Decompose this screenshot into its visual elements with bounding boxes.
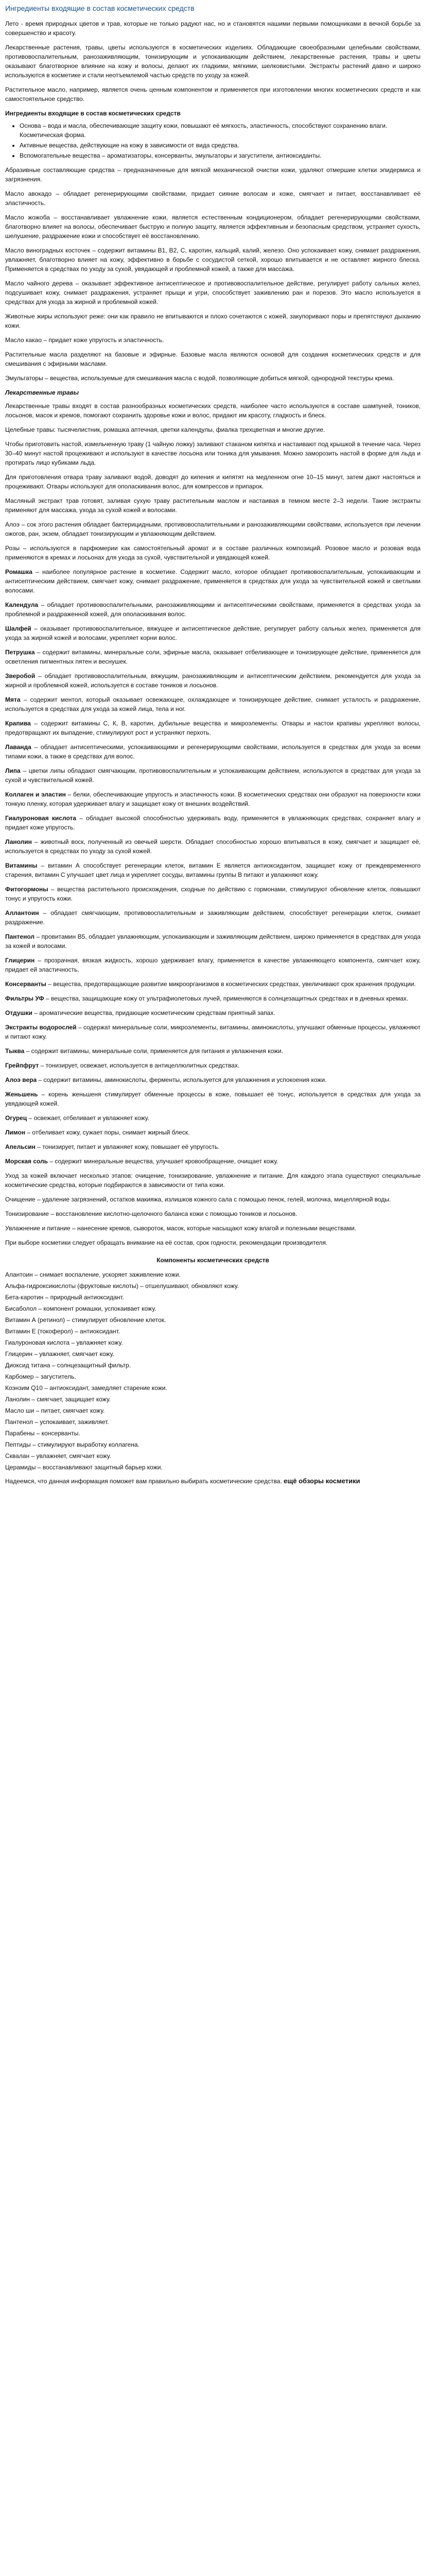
additive-paragraph-text: – содержит витамины, минеральные соли, применяется для питания и увлажнения кожи. (24, 1047, 284, 1055)
intro-paragraph: Лето - время природных цветов и трав, которые не только радуют нас, но и становятся нашими первыми помощниками в вечной борьбе за совершенство и красоту. (5, 20, 421, 37)
additive-paragraph-term: Лимон (5, 1129, 26, 1136)
herb-paragraph-term: Петрушка (5, 649, 35, 656)
component-item: Бета-каротин – природный антиоксидант. (5, 1294, 124, 1301)
herb-paragraph-text: Алоэ – сок этого растения обладает бактерицидными, противовоспалительными и ранозаживляющими свойствами, используется при лечении ожогов, ран, экзем, обладает тонизирующим и увлажняющим действием. (5, 521, 421, 537)
cosmetic-section (5, 109, 421, 160)
body-paragraph: Масло виноградных косточек – содержит витамины В1, В2, С, каротин, кальций, калий, железо. Оно успокаивает кожу, снимает раздражения, увлажняет, благотворно влияет на кожу, эффективно в борьбе с сосудистой сеткой, хорошо впитывается и не оставляет жирного блеска. Применяется в средствах по уходу за сухой, увядающей и проблемной кожей, а также для массажа. (5, 247, 421, 273)
herb-paragraph-term: Крапива (5, 720, 31, 727)
body-block (5, 165, 421, 383)
herbs-heading: Лекарственные травы (5, 389, 79, 396)
body-paragraph: Масло жожоба – восстанавливает увлажнение кожи, является естественным кондиционером, обладает регенерирующими свойствами, благотворно влияет на волосы, обеспечивает быструю и полную защиту, является эффективным и безопасным средством, устраняет сухость, шелушение, раздражение кожи и способствует её восстановлению. (5, 214, 421, 240)
additive-paragraph-text: – вещества растительного происхождения, сходные по действию с гормонами, стимулируют обновление клеток, повышают тонус и упругость кожи. (5, 886, 421, 902)
component-item: Витамин А (ретинол) – стимулирует обновление клеток. (5, 1316, 166, 1324)
additive-paragraph (5, 885, 421, 903)
components-heading: Компоненты косметических средств (156, 1257, 269, 1264)
additives-list (5, 790, 421, 1166)
herb-paragraph-text: – обладает противовоспалительным, вяжущим, ранозаживляющим и антисептическим действием, рекомендуется для ухода за жирной и проблемной кожей, используется в составе тоников и лосьонов. (5, 672, 421, 689)
additive-paragraph (5, 908, 421, 927)
additive-paragraph-term: Апельсин (5, 1143, 36, 1150)
herb-paragraph (5, 472, 421, 491)
additive-paragraph-term: Глицерин (5, 957, 35, 964)
additive-paragraph (5, 979, 421, 989)
additive-paragraph (5, 837, 421, 856)
herb-paragraph-text: – содержит витамины С, К, В, каротин, дубильные вещества и микроэлементы. Отвары и настои крапивы укрепляют волосы, предотвращают их выпадение, стимулируют рост и устраняют перхоть. (5, 720, 421, 736)
additive-paragraph-text: – содержит витамины, аминокислоты, ферменты, используется для увлажнения и успокоения кожи. (37, 1076, 327, 1083)
herb-paragraph-term: Мята (5, 696, 21, 703)
additive-paragraph-text: – обладает смягчающим, противовоспалительным и заживляющим действием, способствует регенерации клеток, снимает раздражение. (5, 909, 421, 926)
bullet-list (5, 121, 421, 160)
herb-paragraph (5, 648, 421, 666)
component-item: Церамиды – восстанавливают защитный барьер кожи. (5, 1464, 163, 1471)
body-paragraph: Эмульгаторы – вещества, используемые для смешивания масла с водой, позволяющие добиться мягкой, однородной текстуры крема. (5, 375, 394, 382)
component-item: Альфа-гидроксикислоты (фруктовые кислоты) – отшелушивают, обновляют кожу. (5, 1282, 239, 1290)
additive-paragraph (5, 994, 421, 1003)
additive-paragraph-term: Алоэ вера (5, 1076, 37, 1083)
care-paragraph: Очищение – удаление загрязнений, остатков макияжа, излишков кожного сала с помощью пенок, гелей, молочка, мицеллярной воды. (5, 1196, 391, 1203)
herb-paragraph-text: Целебные травы: тысячелистник, ромашка аптечная, цветки календулы, фиалка трехцветная и многие другие. (5, 426, 325, 433)
additive-paragraph (5, 1113, 421, 1123)
additive-paragraph-text: – белки, обеспечивающие упругость и эластичность кожи. В косметических средствах они образуют на поверхности кожи тонкую пленку, которая удерживает влагу и защищает кожу от внешних воздействий. (5, 791, 421, 807)
herb-paragraph-term: Шалфей (5, 625, 31, 632)
additive-paragraph (5, 1128, 421, 1137)
additive-paragraph-term: Фильтры УФ (5, 995, 44, 1002)
herb-paragraph (5, 520, 421, 538)
additive-paragraph-text: – содержит минеральные вещества, улучшает кровообращение, очищает кожу. (48, 1158, 278, 1165)
herb-paragraph (5, 671, 421, 690)
component-item: Бисаболол – компонент ромашки, успокаивает кожу. (5, 1305, 156, 1312)
herb-paragraph-text: Масляный экстракт трав готовят, заливая сухую траву растительным маслом и настаивая в темном месте 2–3 недели. Такие экстракты применяют для массажа, ухода за сухой кожей и волосами. (5, 497, 421, 514)
care-paragraph: Увлажнение и питание – нанесение кремов, сывороток, масок, которые насыщают кожу влагой и полезными веществами. (5, 1225, 357, 1232)
component-item: Парабены – консерванты. (5, 1430, 80, 1437)
intro-paragraph: Лекарственные растения, травы, цветы используются в косметических изделиях. Обладающие своеобразными целебными свойствами, противовоспалительным, ранозаживляющим, тонизирующим и успокаивающим действием, лекарственные растения, травы и цветы оказывают благотворное влияние на кожу и волосы, делают их гладкими, мягкими, шелковистыми. Экстракты растений давно и широко используются в косметике и стали неотъемлемой частью средств по уходу за кожей. (5, 44, 421, 79)
component-item: Сквалан – увлажняет, смягчает кожу. (5, 1452, 111, 1460)
body-paragraph: Животные жиры используют реже: они как правило не впитываются и плохо сочетаются с кожей, закупоривают поры и препятствуют дыханию кожи. (5, 313, 421, 329)
additive-paragraph-term: Огурец (5, 1114, 27, 1122)
herb-paragraph-text: Розы – используются в парфюмерии как самостоятельный аромат и в составе различных композиций. Розовое масло и розовая вода применяются в кремах и лосьонах для ухода за сухой, чувствительной и увядающей кожей. (5, 545, 421, 561)
care-paragraph: При выборе косметики следует обращать внимание на её состав, срок годности, рекомендации производителя. (5, 1239, 328, 1246)
herb-paragraph (5, 401, 421, 420)
additive-paragraph-text: – животный воск, полученный из овечьей шерсти. Обладает способностью хорошо впитываться в кожу, смягчает и защищает её, используется в средствах по уходу за сухой кожей. (5, 838, 421, 855)
intro-paragraph: Растительное масло, например, является очень ценным компонентом и применяется при изготовлении многих косметических средств и как самостоятельное средство. (5, 86, 421, 103)
additive-paragraph-term: Экстракты водорослей (5, 1024, 77, 1031)
body-paragraph: Масло чайного дерева – оказывает эффективное антисептическое и противовоспалительное действие, регулирует работу сальных желез, подсушивает кожу, снимает раздражения, устраняет прыщи и угри, способствует заживлению ран и порезов. Это масло используется в средствах для ухода за жирной и проблемной кожей. (5, 280, 421, 306)
additive-paragraph (5, 790, 421, 808)
additive-paragraph (5, 1008, 421, 1018)
additive-paragraph (5, 1157, 421, 1166)
additive-paragraph-term: Коллаген и эластин (5, 791, 66, 798)
additive-paragraph-text: – содержат минеральные соли, микроэлементы, витамины, аминокислоты, улучшают обменные процессы, увлажняют и питают кожу. (5, 1024, 421, 1040)
page-title: Ингредиенты входящие в состав косметических средств (5, 4, 195, 12)
additive-paragraph-text: – отбеливает кожу, сужает поры, снимает жирный блеск. (25, 1129, 190, 1136)
additive-paragraph-text: – ароматические вещества, придающие косметическим средствам приятный запах. (32, 1009, 275, 1016)
additive-paragraph (5, 861, 421, 879)
component-item: Пантенол – успокаивает, заживляет. (5, 1418, 109, 1426)
herb-paragraph (5, 719, 421, 737)
herb-paragraph-text: Лекарственные травы входят в состав разнообразных косметических средств, наиболее часто используются в составе шампуней, тоников, лосьонов, масок и кремов, помогают сохранить здоровье кожи и волос, придают им красоту, гладкость и блеск. (5, 402, 421, 419)
herb-paragraph-text: – цветки липы обладают смягчающим, противовоспалительным и успокаивающим действием, используются в средствах для ухода за сухой и чувствительной кожей. (5, 767, 421, 784)
additive-paragraph (5, 1090, 421, 1108)
herb-paragraph (5, 766, 421, 785)
additive-paragraph-term: Отдушки (5, 1009, 32, 1016)
additive-paragraph-text: – вещества, защищающие кожу от ультрафиолетовых лучей, применяются в солнцезащитных средствах и в дневных кремах. (44, 995, 409, 1002)
additive-paragraph-term: Фитогормоны (5, 886, 48, 893)
bullet-item: • Вспомогательные вещества – ароматизаторы, консерванты, эмульгаторы и загустители, антиоксиданты. (20, 151, 421, 160)
herb-paragraph (5, 567, 421, 595)
herb-paragraph (5, 695, 421, 714)
care-block (5, 1171, 421, 1247)
additive-paragraph-text: – освежает, отбеливает и увлажняет кожу. (27, 1114, 149, 1122)
additive-paragraph (5, 1142, 421, 1151)
additive-paragraph-term: Витамины (5, 862, 38, 869)
herb-paragraph-term: Календула (5, 601, 39, 608)
component-item: Диоксид титана – солнцезащитный фильтр. (5, 1362, 131, 1369)
herb-paragraph-term: Ромашка (5, 568, 32, 575)
components-list (5, 1270, 421, 1472)
component-item: Витамин Е (токоферол) – антиоксидант. (5, 1328, 120, 1335)
herb-paragraph-text: – обладает противовоспалительными, ранозаживляющими и антисептическими свойствами, применяется в средствах ухода за проблемной и раздраженной кожей, для ополаскивания волос. (5, 601, 421, 618)
additive-paragraph (5, 1061, 421, 1070)
component-item: Ланолин – смягчает, защищает кожу. (5, 1396, 111, 1403)
additive-paragraph (5, 932, 421, 951)
bullet-item: • Активные вещества, действующие на кожу в зависимости от вида средства. (20, 141, 421, 150)
additive-paragraph-term: Грейпфрут (5, 1062, 39, 1069)
additive-paragraph-text: – обладает высокой способностью удерживать воду, применяется в увлажняющих средствах, сохраняет влагу и придает коже упругость. (5, 815, 421, 831)
component-item: Алантоин – снимает воспаление, ускоряет заживление кожи. (5, 1271, 181, 1278)
herb-paragraph-text: – обладает антисептическими, успокаивающими и регенерирующими свойствами, используется в средствах для ухода за всеми типами кожи, а также в средствах для волос. (5, 743, 421, 760)
component-item: Гиалуроновая кислота – увлажняет кожу. (5, 1339, 123, 1346)
additive-paragraph-text: – тонизирует, освежает, используется в антицеллюлитных средствах. (39, 1062, 240, 1069)
herbs-list (5, 401, 421, 785)
intro-block (5, 19, 421, 104)
herb-paragraph-term: Лаванда (5, 743, 31, 751)
herb-paragraph-text: – оказывает противовоспалительное, вяжущее и антисептическое действие, регулирует работу сальных желез, применяется для ухода за жирной кожей и волосами, укрепляет корни волос. (5, 625, 421, 641)
component-item: Глицерин – увлажняет, смягчает кожу. (5, 1350, 114, 1358)
component-item: Коэнзим Q10 – антиоксидант, замедляет старение кожи. (5, 1384, 167, 1392)
additive-paragraph-term: Ланолин (5, 838, 32, 845)
additive-paragraph-text: – витамин А способствует регенерации клеток, витамин Е является антиоксидантом, защищает кожу от преждевременного старения, витамин С улучшает цвет лица и укрепляет сосуды, витамины группы В питают и увлажняют кожу. (5, 862, 421, 878)
additive-paragraph-text: – корень женьшеня стимулирует обменные процессы в коже, повышает её тонус, используется в средствах для ухода за увядающей кожей. (5, 1091, 421, 1107)
component-item: Карбомер – загуститель. (5, 1373, 76, 1380)
additive-paragraph (5, 1023, 421, 1041)
additive-paragraph-text: – провитамин В5, обладает увлажняющим, успокаивающим и заживляющим действием, широко применяется в средствах для ухода за кожей и волосами. (5, 933, 421, 950)
care-paragraph: Уход за кожей включает несколько этапов: очищение, тонизирование, увлажнение и питание. Для каждого этапа существуют специальные косметические средства, которые подбираются в зависимости от типа кожи. (5, 1172, 421, 1189)
component-item: Пептиды – стимулируют выработку коллагена. (5, 1441, 139, 1448)
additive-paragraph (5, 1075, 421, 1084)
additive-paragraph-text: – тонизирует, питает и увлажняет кожу, повышает её упругость. (35, 1143, 220, 1150)
additive-paragraph-term: Морская соль (5, 1158, 48, 1165)
additive-paragraph-text: – вещества, предотвращающие развитие микроорганизмов в косметических средствах, увеличивают срок хранения продукции. (46, 980, 416, 988)
section-heading: Ингредиенты входящие в состав косметических средств (5, 110, 181, 117)
herb-paragraph (5, 544, 421, 562)
care-paragraph: Тонизирование – восстановление кислотно-щелочного баланса кожи с помощью тоников и лосьонов. (5, 1210, 298, 1217)
additive-paragraph-term: Консерванты (5, 980, 46, 988)
additive-paragraph (5, 814, 421, 832)
herb-paragraph (5, 600, 421, 619)
final-block (5, 1476, 421, 1486)
bullet-item: • Основа – вода и масла, обеспечивающие защиту кожи, повышают её мягкость, эластичность, способствуют сохранению влаги. Косметическая форма. (20, 121, 421, 140)
herb-paragraph (5, 425, 421, 434)
herb-paragraph-text: – содержит ментол, который оказывает освежающее, охлаждающее и тонизирующее действие, снимает усталость и раздражение, используется в средствах для ухода за кожей лица, тела и ног. (5, 696, 421, 713)
herb-paragraph (5, 742, 421, 761)
additive-paragraph (5, 1046, 421, 1056)
herb-paragraph-text: – наиболее популярное растение в косметике. Содержит масло, которое обладает противовоспалительным, успокаивающим и антисептическим действием, смягчает кожу, снимает раздражение, применяется в средствах для ухода за чувствительной кожей и светлыми волосами. (5, 568, 421, 594)
body-paragraph: Масло авокадо – обладает регенерирующими свойствами, придает сияние волосам и коже, смягчает и питает, восстанавливает её эластичность. (5, 190, 421, 207)
herb-paragraph (5, 439, 421, 467)
body-paragraph: Масло какао – придает коже упругость и эластичность. (5, 336, 164, 344)
additive-paragraph-term: Гиалуроновая кислота (5, 815, 77, 822)
additive-paragraph (5, 956, 421, 974)
final-note: Надеемся, что данная информация поможет вам правильно выбирать косметические средства. (5, 1478, 282, 1485)
herb-paragraph-text: Чтобы приготовить настой, измельченную траву (1 чайную ложку) заливают стаканом кипятка и настаивают под крышкой в течение часа. Через 30–40 минут настой процеживают и используют в качестве лосьона или тоника для умывания. Можно заморозить настой в форме для льда и протирать лицо кубиками льда. (5, 440, 421, 466)
additive-paragraph-term: Пантенол (5, 933, 34, 940)
body-paragraph: Растительные масла разделяют на базовые и эфирные. Базовые масла являются основой для создания косметических средств и для смешивания с эфирными маслами. (5, 351, 421, 367)
additive-paragraph-text: – прозрачная, вязкая жидкость, хорошо удерживает влагу, применяется в качестве увлажняющего компонента, смягчает кожу, придает ей эластичность. (5, 957, 421, 973)
herb-paragraph-text: – содержит витамины, минеральные соли, эфирные масла, оказывает отбеливающее и тонизирующее действие, применяется для осветления пигментных пятен и веснушек. (5, 649, 421, 665)
herb-paragraph-text: Для приготовления отвара траву заливают водой, доводят до кипения и кипятят на медленном огне 10–15 минут, затем дают настояться и процеживают. Отвары используют для ополаскивания волос, для компрессов и припарок. (5, 473, 421, 490)
body-paragraph: Абразивные составляющие средства – предназначенные для мягкой механической очистки кожи, удаляют отмершие клетки эпидермиса и загрязнения. (5, 166, 421, 183)
herb-paragraph (5, 624, 421, 642)
more-reviews-link[interactable]: ещё обзоры косметики (284, 1477, 360, 1485)
component-item: Масло ши – питает, смягчает кожу. (5, 1407, 105, 1414)
herb-paragraph (5, 496, 421, 515)
additive-paragraph-term: Тыква (5, 1047, 25, 1055)
herb-paragraph-term: Липа (5, 767, 21, 774)
additive-paragraph-term: Женьшень (5, 1091, 38, 1098)
herb-paragraph-term: Зверобой (5, 672, 36, 680)
additive-paragraph-term: Аллантоин (5, 909, 39, 917)
